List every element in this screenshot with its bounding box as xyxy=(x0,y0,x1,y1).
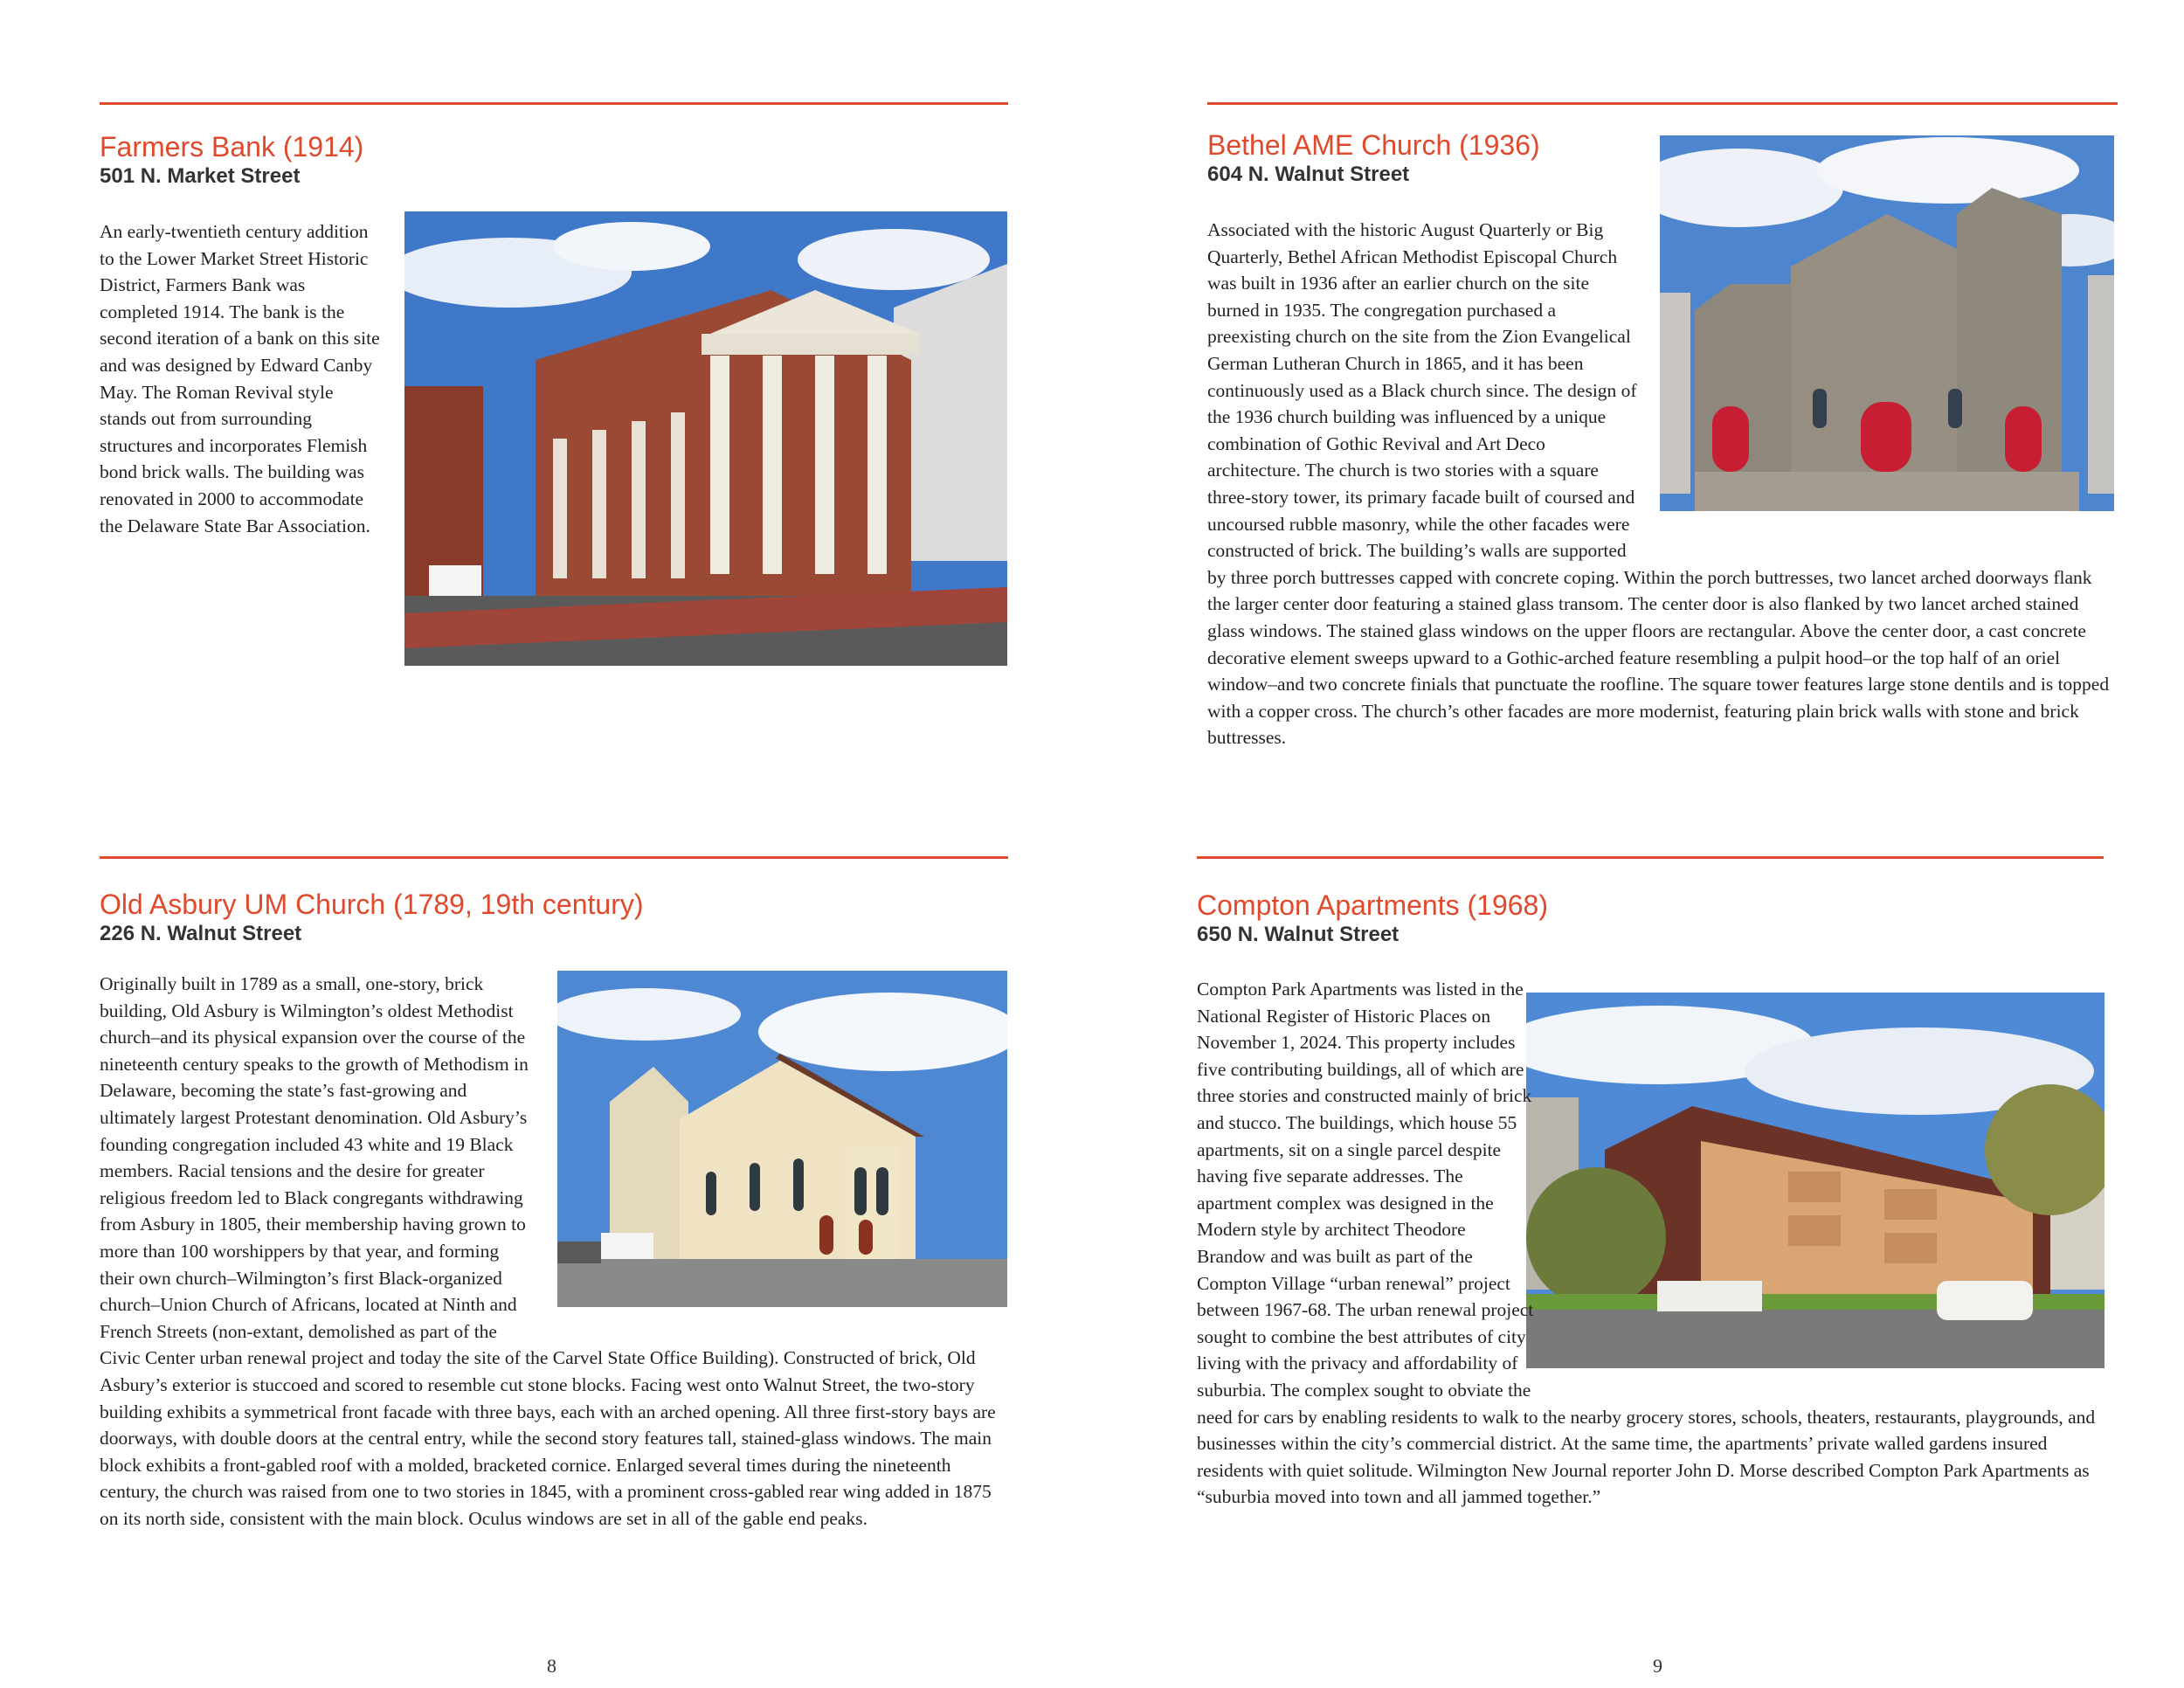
body-float-spacer xyxy=(1536,976,2105,1378)
body-float-spacer xyxy=(1641,217,2119,540)
body-float-spacer xyxy=(531,971,1010,1320)
section-body-content: Compton Park Apartments was listed in the National Register of Historic Places on November 1, 2024. This property includes five contributing buildings, all of which are three stories and constructed mainly of brick and stucco. The buildings, which house 55 apartments, sit on a single parcel despite having five separate addresses. The apartment complex was designed in the Modern style by architect Theodore Brandow and was built as part of the Compton Village “urban renewal” project between 1967-68. The urban renewal project sought to combine the best attributes of city living with the privacy and affordability of suburbia. The complex sought to obviate the need for cars by enabling residents to walk to the nearby grocery stores, schools, theaters, restaurants, playgrounds, and businesses within the city’s commercial district. At the same time, the apartments’ private walled gardens insured residents with quiet solitude. Wilmington New Journal reporter John D. Morse described Compton Park Apartments as “suburbia moved into town and all jammed together.” xyxy=(1197,979,2096,1508)
section-address: 226 N. Walnut Street xyxy=(100,922,302,945)
section-body-content: Originally built in 1789 as a small, one-story, brick building, Old Asbury is Wilmington’s oldest Methodist church–and its physical expansion over the course of the nineteenth century speaks to the growth of Methodism in Delaware, becoming the state’s fast-growing and ultimately largest Protestant denomination. Old Asbury’s founding congregation included 43 white and 19 Black members. Racial tensions and the desire for greater religious freedom led to Black congregants withdrawing from Asbury in 1805, their membership having grown to more than 100 worshippers by that year, and forming their own church–Wilmington’s first Black-organized church–Union Church of Africans, located at Ninth and French Streets (non-extant, demolished as part of the Civic Center urban renewal project and today the site of the Carvel State Office Building). Constructed of brick, Old Asbury’s exterior is stuccoed and scored to resemble cut stone blocks. Facing west onto Walnut Street, the two-story building exhibits a symmetrical front facade with three bays, each with an arched opening. All three first-story bays are doorways, with double doors at the central entry, while the second story features tall, stained-glass windows. The main block exhibits a front-gabled roof with a molded, bracketed cornice. Enlarged several times during the nineteenth century, the church was raised from one to two stories in 1845, with a prominent cross-gabled rear wing added in 1875 on its north side, consistent with the main block. Oculus windows are set in all of the gable end peaks. xyxy=(100,973,996,1529)
section-body-text: An early-twentieth century addition to the Lower Market Street Historic District, Farmers Bank was completed 1914. The bank is the second iteration of a bank on this site and was designed by Edward Canby May. The Roman Revival style stands out from surrounding structures and incorporates Flemish bond brick walls. The building was renovated in 2000 to accommodate the Delaware State Bar Association. xyxy=(100,221,380,536)
section-address: 501 N. Market Street xyxy=(100,164,301,188)
section-address: 650 N. Walnut Street xyxy=(1197,923,1400,946)
section-divider-rule xyxy=(1207,102,2118,105)
section-address: 604 N. Walnut Street xyxy=(1207,163,1410,186)
section-title: Farmers Bank (1914) xyxy=(100,131,364,163)
section-divider-rule xyxy=(100,856,1008,859)
page-number-right: 9 xyxy=(1653,1655,1662,1677)
section-body-text xyxy=(1207,217,2119,751)
section-title: Compton Apartments (1968) xyxy=(1197,889,1548,921)
building-photo xyxy=(404,211,1007,666)
section-title: Old Asbury UM Church (1789, 19th century) xyxy=(100,889,644,920)
section-body-text xyxy=(1197,976,2105,1511)
section-divider-rule xyxy=(1197,856,2104,859)
section-body-text xyxy=(100,971,1010,1532)
section-body-content: Associated with the historic August Quarterly or Big Quarterly, Bethel African Methodist Episcopal Church was built in 1936 after an earlier church on the site burned in 1935. The congregation purchased a preexisting church on the site from the Zion Evangelical German Lutheran Church in 1865, and it has been continuously used as a Black church since. The design of the 1936 church building was influenced by a unique combination of Gothic Revival and Art Deco architecture. The church is two stories with a square three-story tower, its primary facade built of coursed and uncoursed rubble masonry, while the other facades were constructed of brick. The building’s walls are supported by three porch buttresses capped with concrete coping. Within the porch buttresses, two lancet arched doorways flank the larger center door featuring a stained glass transom. The center door is also flanked by two lancet arched stained glass windows. The stained glass windows on the upper floors are rectangular. Above the center door, a cast concrete decorative element sweeps upward to a Gothic-arched feature resembling a pulpit hood–or the top half of an oriel window–and two concrete finials that punctuate the roofline. The square tower features large stone dentils and is topped with a copper cross. The church’s other facades are more modernist, featuring plain brick walls with stone and brick buttresses. xyxy=(1207,219,2110,749)
section-divider-rule xyxy=(100,102,1008,105)
page-number-left: 8 xyxy=(547,1655,556,1677)
section-title: Bethel AME Church (1936) xyxy=(1207,129,1540,161)
